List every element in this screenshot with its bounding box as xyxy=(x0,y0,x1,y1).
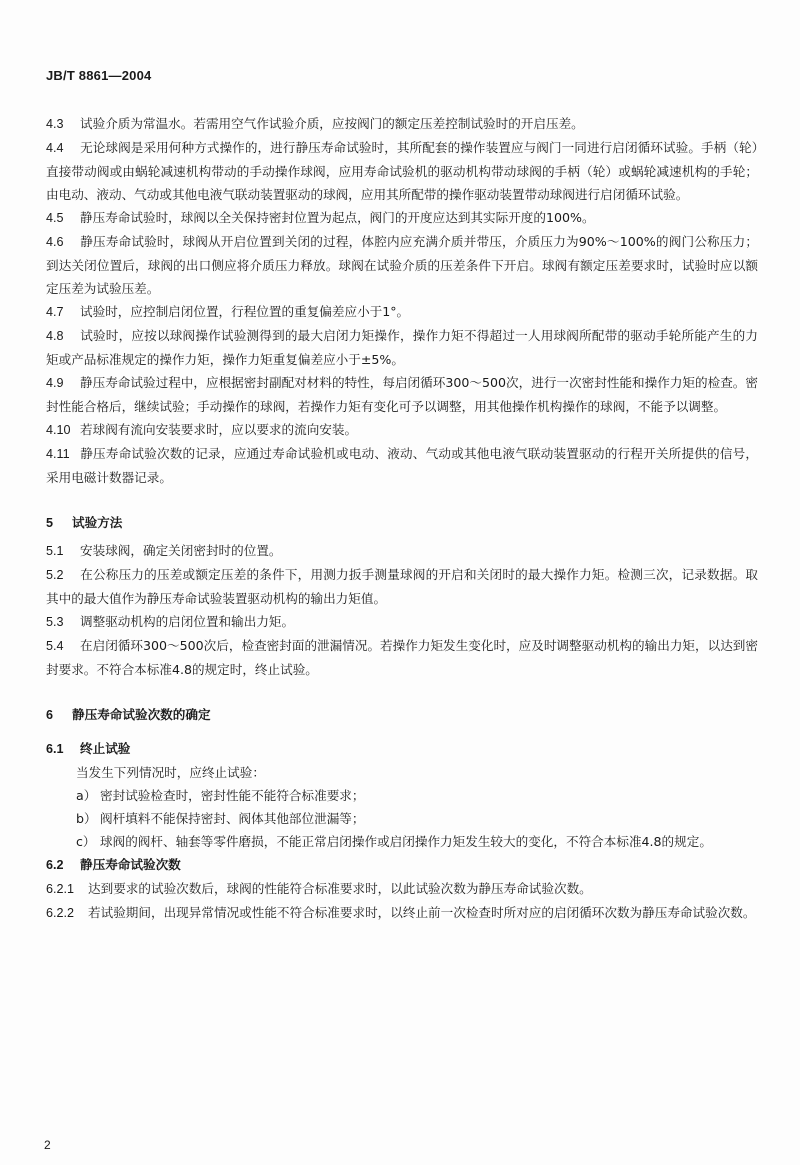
subsection-title: 终止试验 xyxy=(80,741,131,756)
list-item xyxy=(46,784,758,807)
standard-id-header: JB/T 8861—2004 xyxy=(46,68,152,83)
section-number: 6 xyxy=(46,708,54,722)
clause-number: 6.2.2 xyxy=(46,906,75,920)
clause-number: 4.4 xyxy=(46,141,64,155)
list-marker: b） xyxy=(76,811,97,826)
subsection-number: 6.2 xyxy=(46,858,64,872)
clause-text: 在启闭循环300～500次后，检查密封面的泄漏情况。若操作力矩发生变化时，应及时调整驱动机构的输出力矩，以达到密封要求。不符合本标准4.8的规定时，终止试验。 xyxy=(46,638,758,677)
clause-text: 达到要求的试验次数后，球阀的性能符合标准要求时，以此试验次数为静压寿命试验次数。 xyxy=(88,881,592,896)
clause-text: 试验时，应控制启闭位置，行程位置的重复偏差应小于1°。 xyxy=(80,304,410,319)
list-item-text: 密封试验检查时，密封性能不能符合标准要求； xyxy=(100,788,365,803)
clause-4-6 xyxy=(46,230,758,300)
clause-4-7 xyxy=(46,300,758,324)
section-title: 静压寿命试验次数的确定 xyxy=(72,707,211,722)
list-item xyxy=(46,830,758,853)
clauses-section-4 xyxy=(46,112,758,489)
clause-5-1 xyxy=(46,539,758,563)
clause-5-4 xyxy=(46,634,758,681)
clause-text: 若球阀有流向安装要求时，应以要求的流向安装。 xyxy=(80,422,358,437)
clause-6-2-2 xyxy=(46,901,758,925)
clause-text: 无论球阀是采用何种方式操作的，进行静压寿命试验时，其所配套的操作装置应与阀门一同进行启闭循环试验。手柄（轮）直接带动阀或由蜗轮减速机构带动的手动操作球阀，应用寿命试验机的驱动机构带动球阀的手柄（轮）或蜗轮减速机构的手轮；由电动、液动、气动或其他电液气联动装置驱动的球阀，应用其所配带的操作驱动装置带动球阀进行启闭循环试验。 xyxy=(46,140,758,202)
subsection-6-1-intro: 当发生下列情况时，应终止试验： xyxy=(76,765,265,780)
clause-number: 4.9 xyxy=(46,376,64,390)
subsection-6-2-heading xyxy=(46,853,758,877)
clause-number: 4.8 xyxy=(46,329,64,343)
clause-4-9 xyxy=(46,371,758,418)
clause-text: 静压寿命试验次数的记录，应通过寿命试验机或电动、液动、气动或其他电液气联动装置驱动的行程开关所提供的信号，采用电磁计数器记录。 xyxy=(46,446,758,485)
clause-text: 静压寿命试验时，球阀从开启位置到关闭的过程，体腔内应充满介质并带压，介质压力为90%～100%的阀门公称压力；到达关闭位置后，球阀的出口侧应将介质压力释放。球阀在试验介质的压差条件下开启。球阀有额定压差要求时，试验时应以额定压差为试验压差。 xyxy=(46,234,758,296)
clause-number: 4.6 xyxy=(46,235,64,249)
clause-number: 4.7 xyxy=(46,305,64,319)
clause-4-11 xyxy=(46,442,758,489)
clause-5-2 xyxy=(46,563,758,610)
subsection-title: 静压寿命试验次数 xyxy=(80,857,181,872)
clause-text: 调整驱动机构的启闭位置和输出力矩。 xyxy=(80,614,295,629)
clause-4-10 xyxy=(46,418,758,442)
page-number: 2 xyxy=(44,1138,51,1152)
clause-number: 4.10 xyxy=(46,423,71,437)
clause-text: 试验时，应按以球阀操作试验测得到的最大启闭力矩操作，操作力矩不得超过一人用球阀所配带的驱动手轮所能产生的力矩或产品标准规定的操作力矩，操作力矩重复偏差应小于±5%。 xyxy=(46,328,758,367)
clause-4-3 xyxy=(46,112,758,136)
clause-number: 5.2 xyxy=(46,568,64,582)
document-body xyxy=(46,112,758,925)
section-5-heading xyxy=(46,511,758,535)
clause-number: 6.2.1 xyxy=(46,882,75,896)
section-6-heading xyxy=(46,703,758,727)
clause-text: 试验介质为常温水。若需用空气作试验介质，应按阀门的额定压差控制试验时的开启压差。 xyxy=(80,116,584,131)
list-marker: a） xyxy=(76,788,97,803)
clause-number: 4.5 xyxy=(46,211,64,225)
clause-text: 安装球阀，确定关闭密封时的位置。 xyxy=(80,543,282,558)
clause-4-4 xyxy=(46,136,758,206)
section-title: 试验方法 xyxy=(72,515,123,530)
clause-5-3 xyxy=(46,610,758,634)
list-item-text: 阀杆填料不能保持密封、阀体其他部位泄漏等； xyxy=(100,811,365,826)
clause-text: 静压寿命试验时，球阀以全关保持密封位置为起点，阀门的开度应达到其实际开度的100%。 xyxy=(80,210,595,225)
clause-4-8 xyxy=(46,324,758,371)
termination-conditions-list xyxy=(46,784,758,853)
clause-number: 5.3 xyxy=(46,615,64,629)
subsection-number: 6.1 xyxy=(46,742,64,756)
clause-6-2-1 xyxy=(46,877,758,901)
list-item-text: 球阀的阀杆、轴套等零件磨损，不能正常启闭操作或启闭操作力矩发生较大的变化，不符合本标准4.8的规定。 xyxy=(100,834,712,849)
clause-text: 若试验期间，出现异常情况或性能不符合标准要求时，以终止前一次检查时所对应的启闭循环次数为静压寿命试验次数。 xyxy=(88,905,756,920)
clause-number: 4.11 xyxy=(46,447,70,461)
clause-text: 在公称压力的压差或额定压差的条件下，用测力扳手测量球阀的开启和关闭时的最大操作力矩。检测三次，记录数据。取其中的最大值作为静压寿命试验装置驱动机构的输出力矩值。 xyxy=(46,567,758,606)
clause-4-5 xyxy=(46,206,758,230)
clause-text: 静压寿命试验过程中，应根据密封副配对材料的特性，每启闭循环300～500次，进行一次密封性能和操作力矩的检查。密封性能合格后，继续试验；手动操作的球阀，若操作力矩有变化可予以调整，用其他操作机构操作的球阀，不能予以调整。 xyxy=(46,375,758,414)
section-6 xyxy=(46,703,758,925)
subsection-6-1-heading xyxy=(46,737,758,761)
section-5 xyxy=(46,511,758,681)
section-number: 5 xyxy=(46,516,54,530)
clause-number: 5.1 xyxy=(46,544,64,558)
list-item xyxy=(46,807,758,830)
list-marker: c） xyxy=(76,834,96,849)
clause-number: 5.4 xyxy=(46,639,64,653)
clause-number: 4.3 xyxy=(46,117,64,131)
